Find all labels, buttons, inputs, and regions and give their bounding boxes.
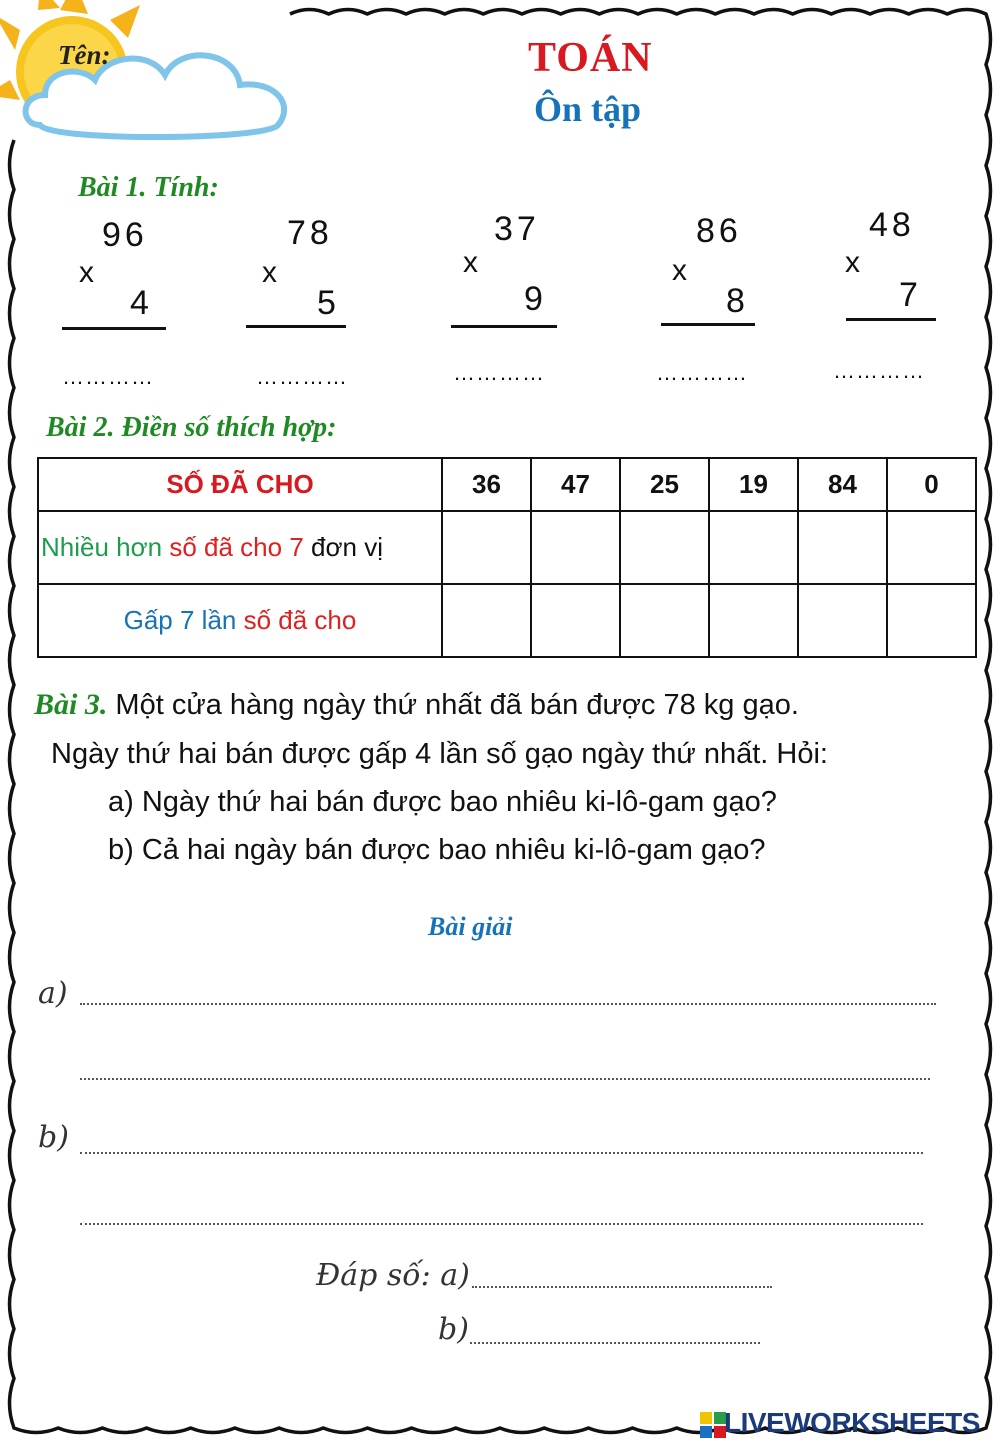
solution-b-line[interactable] bbox=[80, 1152, 923, 1154]
answer-cell[interactable] bbox=[442, 511, 531, 584]
exercise3-text: Một cửa hàng ngày thứ nhất đã bán được 78 kg gạo. bbox=[107, 689, 799, 721]
problem-bottom-number: 8 bbox=[726, 282, 749, 320]
given-number: 84 bbox=[798, 458, 887, 511]
answer-blank[interactable]: ………… bbox=[256, 364, 348, 389]
page-subtitle: Ôn tập bbox=[534, 89, 642, 129]
answer-cell[interactable] bbox=[887, 584, 976, 657]
multiply-sign: x bbox=[79, 256, 94, 289]
exercise3-line1 bbox=[34, 688, 799, 722]
row-label-part: đơn vị bbox=[303, 532, 383, 562]
multiply-sign: x bbox=[463, 246, 478, 279]
question-b: b) Cả hai ngày bán được bao nhiêu ki-lô-gam gạo? bbox=[108, 834, 766, 866]
given-number: 47 bbox=[531, 458, 620, 511]
table-row-more-than bbox=[38, 511, 976, 584]
answer-blank[interactable]: ………… bbox=[833, 358, 925, 383]
solution-a-line[interactable] bbox=[80, 1003, 936, 1005]
answer-a-line[interactable] bbox=[472, 1286, 772, 1288]
liveworksheets-logo-icon bbox=[700, 1412, 726, 1438]
answer-cell[interactable] bbox=[531, 511, 620, 584]
row-label-part: Gấp 7 lần bbox=[123, 605, 244, 635]
answer-cell[interactable] bbox=[887, 511, 976, 584]
result-bar bbox=[661, 323, 755, 326]
given-number: 19 bbox=[709, 458, 798, 511]
solution-a-label: a) bbox=[38, 976, 68, 1011]
row-label-part: số đã cho 7 bbox=[169, 532, 304, 562]
problem-bottom-number: 7 bbox=[899, 276, 922, 314]
solution-a-line[interactable] bbox=[80, 1078, 930, 1080]
given-number: 36 bbox=[442, 458, 531, 511]
answer-cell[interactable] bbox=[709, 511, 798, 584]
result-bar bbox=[451, 325, 557, 328]
problem-bottom-number: 5 bbox=[317, 284, 340, 322]
question-a: a) Ngày thứ hai bán được bao nhiêu ki-lô-gam gạo? bbox=[108, 786, 777, 818]
answer-blank[interactable]: ………… bbox=[62, 364, 154, 389]
exercise3-line2: Ngày thứ hai bán được gấp 4 lần số gạo ngày thứ nhất. Hỏi: bbox=[51, 738, 828, 770]
exercise1-heading: Bài 1. Tính: bbox=[78, 172, 219, 203]
answer-cell[interactable] bbox=[620, 584, 709, 657]
problem-top-number: 86 bbox=[696, 212, 742, 250]
problem-top-number: 96 bbox=[102, 216, 148, 254]
answer-cell[interactable] bbox=[798, 511, 887, 584]
exercise2-heading: Bài 2. Điền số thích hợp: bbox=[46, 412, 337, 443]
problem-bottom-number: 9 bbox=[524, 280, 547, 318]
answer-b-label: b) bbox=[438, 1312, 469, 1347]
given-number: 0 bbox=[887, 458, 976, 511]
row-label-more-than bbox=[38, 511, 442, 584]
table-header-row bbox=[38, 458, 976, 511]
liveworksheets-brand: LIVEWORKSHEETS bbox=[724, 1407, 980, 1438]
solution-b-line[interactable] bbox=[80, 1223, 923, 1225]
answer-cell[interactable] bbox=[442, 584, 531, 657]
result-bar bbox=[246, 325, 346, 328]
table-header-label: SỐ ĐÃ CHO bbox=[38, 458, 442, 511]
multiply-sign: x bbox=[672, 254, 687, 287]
given-number: 25 bbox=[620, 458, 709, 511]
name-label: Tên: bbox=[58, 40, 111, 70]
problem-top-number: 48 bbox=[869, 206, 915, 244]
answer-label: Đáp số: a) bbox=[316, 1258, 470, 1293]
answer-b-line[interactable] bbox=[470, 1342, 760, 1344]
result-bar bbox=[62, 327, 166, 330]
page-title: TOÁN bbox=[528, 35, 653, 81]
row-label-part: số đã cho bbox=[243, 605, 357, 635]
solution-b-label: b) bbox=[38, 1120, 69, 1155]
table-row-times bbox=[38, 584, 976, 657]
answer-blank[interactable]: ………… bbox=[656, 360, 748, 385]
row-label-part: Nhiều hơn bbox=[41, 532, 170, 562]
answer-cell[interactable] bbox=[620, 511, 709, 584]
row-label-times bbox=[38, 584, 442, 657]
exercise3-label: Bài 3. bbox=[34, 688, 108, 721]
answer-blank[interactable]: ………… bbox=[453, 360, 545, 385]
result-bar bbox=[846, 318, 936, 321]
answer-cell[interactable] bbox=[709, 584, 798, 657]
solution-title: Bài giải bbox=[428, 912, 513, 941]
answer-cell[interactable] bbox=[798, 584, 887, 657]
problem-top-number: 37 bbox=[494, 210, 540, 248]
multiply-sign: x bbox=[262, 256, 277, 289]
problem-top-number: 78 bbox=[287, 214, 333, 252]
problem-bottom-number: 4 bbox=[130, 284, 153, 322]
multiply-sign: x bbox=[845, 246, 860, 279]
answer-cell[interactable] bbox=[531, 584, 620, 657]
fill-in-table bbox=[37, 457, 977, 658]
